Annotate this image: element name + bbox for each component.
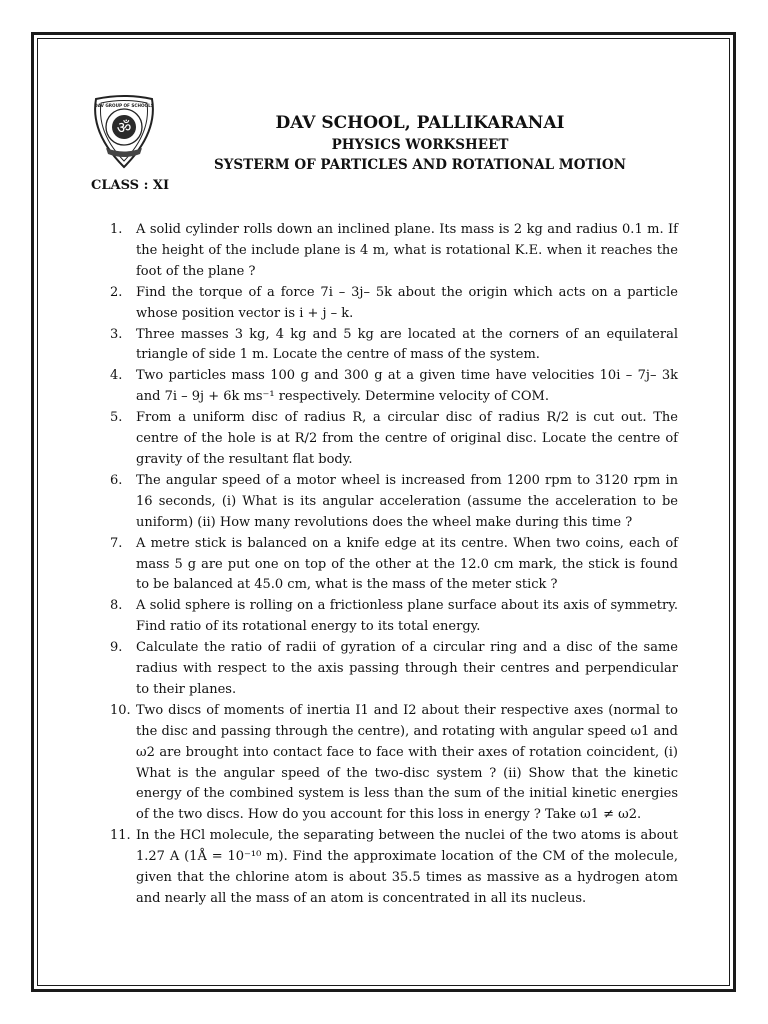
question-text: A metre stick is balanced on a knife edge at its centre. When two coins, each of mass 5 g are put one on top of the other at the 12.0 cm mark, the stick is found to be balanced at 45.0 cm, what is the mass of the meter stick ?: [136, 535, 678, 593]
question-text: The angular speed of a motor wheel is increased from 1200 rpm to 3120 rpm in 16 seconds, (i) What is its angular acceleration (assume the acceleration to be uniform) (ii) How many revolutions does the wheel make during this time ?: [136, 472, 678, 530]
question-number: 2.: [110, 284, 123, 300]
question-text: Two particles mass 100 g and 300 g at a given time have velocities 10i – 7j– 3k and 7i – 9j + 6k ms⁻¹ respectively. Determine velocity of COM.: [136, 368, 678, 405]
logo-text: DAV GROUP OF SCHOOLS: [94, 103, 154, 108]
question-item: [110, 325, 678, 367]
school-name: DAV SCHOOL, PALLIKARANAI: [275, 113, 565, 133]
question-text: Three masses 3 kg, 4 kg and 5 kg are located at the corners of an equilateral triangle of side 1 m. Locate the centre of mass of the system.: [136, 326, 678, 363]
question-text: Calculate the ratio of radii of gyration of a circular ring and a disc of the same radius with respect to the axis passing through their centres and perpendicular to their planes.: [136, 640, 678, 697]
question-text: A solid cylinder rolls down an inclined plane. Its mass is 2 kg and radius 0.1 m. If the height of the include plane is 4 m, what is rotational K.E. when it reaches the foot of the plane ?: [136, 222, 678, 279]
question-item: [110, 826, 678, 910]
logo-om-symbol: ॐ: [116, 118, 132, 137]
school-logo: [88, 93, 160, 171]
question-text: A solid sphere is rolling on a frictionless plane surface about its axis of symmetry. Find ratio of its rotational energy to its total energy.: [136, 598, 678, 635]
question-item: [110, 534, 678, 597]
question-item: [110, 471, 678, 534]
question-item: [110, 596, 678, 638]
question-text: From a uniform disc of radius R, a circular disc of radius R/2 is cut out. The centre of the hole is at R/2 from the centre of original disc. Locate the centre of gravity of the resultant flat body.: [136, 410, 678, 467]
question-text: Two discs of moments of inertia I1 and I2 about their respective axes (normal to the disc and passing through the centre), and rotating with angular speed ω1 and ω2 are brought into contact face to face with their axes of rotation coincident, (i) What is the angular speed of the two-disc system ? (ii) Show that the kinetic energy of the combined system is less than the sum of the initial kinetic energies of the two discs. How do you account for this loss in energy ? Take ω1 ≠ ω2.: [136, 702, 678, 823]
question-number: 8.: [110, 598, 123, 614]
question-number: 7.: [110, 535, 123, 551]
question-number: 6.: [110, 472, 123, 488]
question-number: 11.: [110, 828, 131, 844]
question-number: 3.: [110, 326, 123, 342]
question-list: [110, 220, 678, 910]
question-item: [110, 283, 678, 325]
question-item: [110, 408, 678, 471]
question-number: 4.: [110, 368, 123, 384]
question-number: 5.: [110, 410, 123, 426]
question-text: In the HCl molecule, the separating between the nuclei of the two atoms is about 1.27 A (1Å = 10⁻¹⁰ m). Find the approximate location of the CM of the molecule, given that the chlorine atom is about 35.5 times as massive as a hydrogen atom and nearly all the mass of an atom is concentrated in all its nucleus.: [136, 828, 678, 906]
worksheet-subject: PHYSICS WORKSHEET: [331, 137, 509, 153]
question-number: 10.: [110, 702, 131, 718]
question-text: Find the torque of a force 7i – 3j– 5k about the origin which acts on a particle whose position vector is i + j – k.: [136, 284, 678, 321]
worksheet-topic: SYSTERM OF PARTICLES AND ROTATIONAL MOTION: [214, 157, 626, 173]
question-item: [110, 366, 678, 408]
question-item: [110, 220, 678, 283]
question-number: 9.: [110, 640, 123, 656]
question-item: [110, 701, 678, 826]
question-number: 1.: [110, 222, 123, 237]
class-label: CLASS : XI: [91, 178, 170, 193]
question-item: [110, 638, 678, 701]
